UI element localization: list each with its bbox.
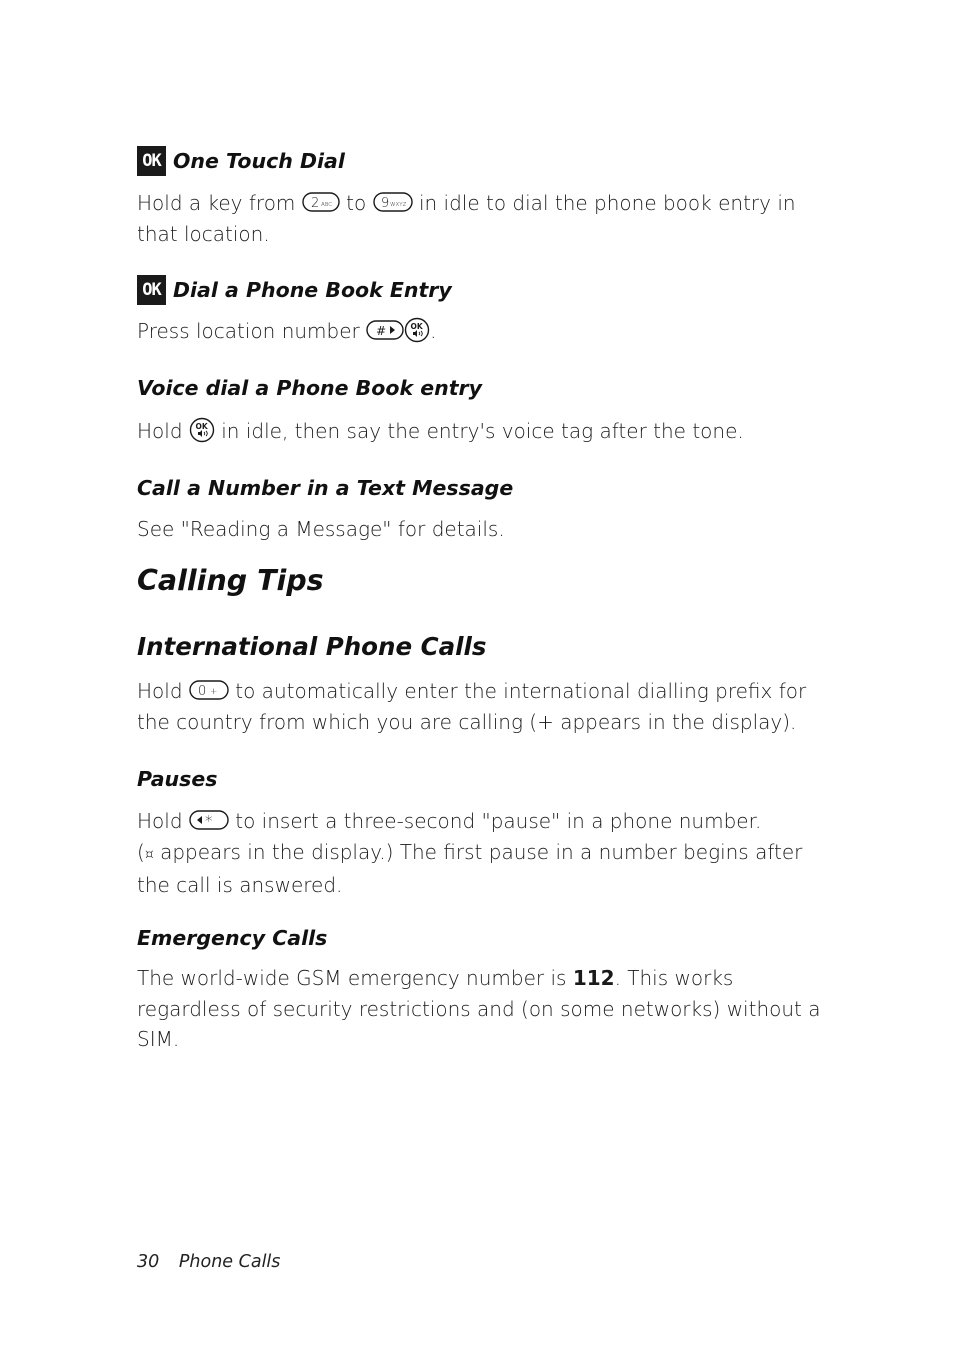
paragraph-call-number-text-message: See "Reading a Message" for details. [137, 517, 505, 541]
heading-text: One Touch Dial [173, 149, 345, 173]
key-2-icon [302, 192, 340, 212]
subsection-title-international-calls: International Phone Calls [137, 632, 487, 661]
page-number: 30 [137, 1252, 160, 1272]
key-star-icon [189, 810, 229, 830]
svg-text:9: 9 [380, 195, 389, 211]
heading-one-touch-dial [137, 146, 827, 176]
ok-badge-icon: OK [137, 275, 166, 305]
section-title-calling-tips: Calling Tips [137, 564, 324, 597]
svg-text:OK: OK [410, 321, 423, 331]
paragraph-dial-phone-book-entry: Press location number # OK . [137, 316, 827, 347]
emergency-number: 112 [572, 966, 615, 990]
svg-text:WXYZ: WXYZ [389, 201, 406, 208]
heading-pauses: Pauses [137, 767, 218, 791]
pause-symbol-icon: ¤ [144, 846, 154, 863]
svg-text:*: * [204, 811, 213, 830]
page-footer [137, 1252, 280, 1272]
svg-text:2: 2 [310, 195, 320, 211]
paragraph-one-touch-dial: Hold a key from 2 ABC to 9 WXYZ in idle to dial the phone book entry in that location. [137, 191, 796, 246]
heading-text: Dial a Phone Book Entry [173, 278, 452, 302]
svg-text:#: # [376, 323, 387, 338]
key-0-icon [189, 680, 229, 700]
plus-symbol-icon: + [537, 709, 554, 734]
key-9-icon [373, 192, 413, 212]
paragraph-international-calls: Hold 0 + to automatically enter the international dialling prefix for the country from which you are calling (+ appears in the display). [137, 679, 807, 734]
heading-dial-phone-book-entry [137, 275, 827, 305]
svg-text:OK: OK [195, 421, 208, 431]
heading-call-number-text-message: Call a Number in a Text Message [137, 476, 514, 500]
paragraph-pauses: Hold * to insert a three-second "pause" in a phone number. (¤ appears in the display.) The first pause in a number begins after the call is answered. [137, 809, 803, 897]
paragraph-emergency-calls: The world-wide GSM emergency number is 112. This works regardless of security restrictions and (on some networks) without a SIM. [137, 966, 821, 1051]
key-ok-icon [404, 317, 430, 343]
heading-voice-dial: Voice dial a Phone Book entry [137, 376, 483, 400]
svg-text:+: + [209, 686, 218, 697]
ok-badge-icon: OK [137, 146, 166, 176]
paragraph-voice-dial: Hold OK in idle, then say the entry's voice tag after the tone. [137, 416, 827, 447]
svg-text:ABC: ABC [320, 201, 332, 208]
heading-emergency-calls: Emergency Calls [137, 926, 328, 950]
key-ok-icon [189, 417, 215, 443]
footer-section: Phone Calls [178, 1252, 281, 1272]
svg-text:0: 0 [197, 683, 207, 699]
key-hash-icon [366, 320, 404, 340]
